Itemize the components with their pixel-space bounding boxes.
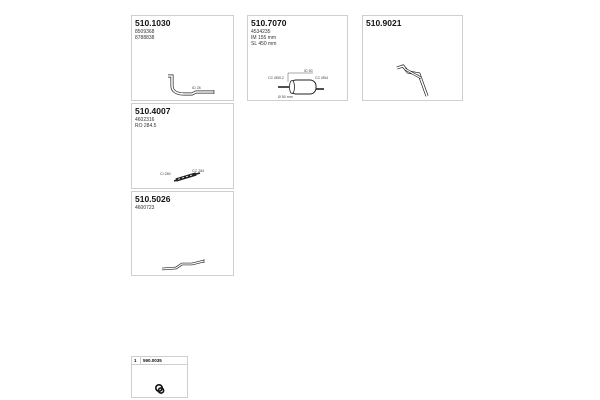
callout-label: Ø 50 mm <box>278 95 293 99</box>
muffler-illustration <box>248 16 349 102</box>
accessory-card-590-0035[interactable] <box>131 356 188 398</box>
part-number: 510.9021 <box>366 18 402 28</box>
part-number: 510.4007 <box>135 106 171 116</box>
rubber-hanger-icon <box>132 357 189 399</box>
reference-number: 8509368 <box>135 29 155 35</box>
part-card-510-5026[interactable] <box>131 191 234 276</box>
part-card-510-9021[interactable] <box>362 15 463 101</box>
part-number: 510.1030 <box>135 18 171 28</box>
part-number: 590.0035 <box>143 358 162 363</box>
callout-label: CI 280 <box>160 172 171 176</box>
part-number: 510.5026 <box>135 194 171 204</box>
callout-label: CC 284 <box>192 169 205 173</box>
reference-number: 4600723 <box>135 205 155 211</box>
callout-label: ID 50 <box>304 69 313 73</box>
part-card-510-7070[interactable] <box>247 15 348 101</box>
part-card-510-1030[interactable] <box>131 15 234 101</box>
flex-pipe-illustration <box>132 104 235 190</box>
reference-number: 4602316 <box>135 117 155 123</box>
reference-number: IM 155 mm <box>251 35 277 41</box>
part-card-510-4007[interactable] <box>131 103 234 189</box>
part-number: 510.7070 <box>251 18 287 28</box>
quantity: 1 <box>134 358 137 363</box>
callout-label: ID 28 <box>192 86 201 90</box>
reference-number: 8788838 <box>135 35 155 41</box>
exhaust-pipe-illustration <box>363 16 464 102</box>
reference-number: RO 284.5 <box>135 123 157 129</box>
reference-number: 4534235 <box>251 29 271 35</box>
callout-label: CC Ø50.2 <box>268 76 284 80</box>
exhaust-pipe-illustration <box>132 16 235 102</box>
callout-label: CC Ø54 <box>315 76 328 80</box>
reference-number: SL 450 mm <box>251 41 277 47</box>
exhaust-pipe-illustration <box>132 192 235 277</box>
